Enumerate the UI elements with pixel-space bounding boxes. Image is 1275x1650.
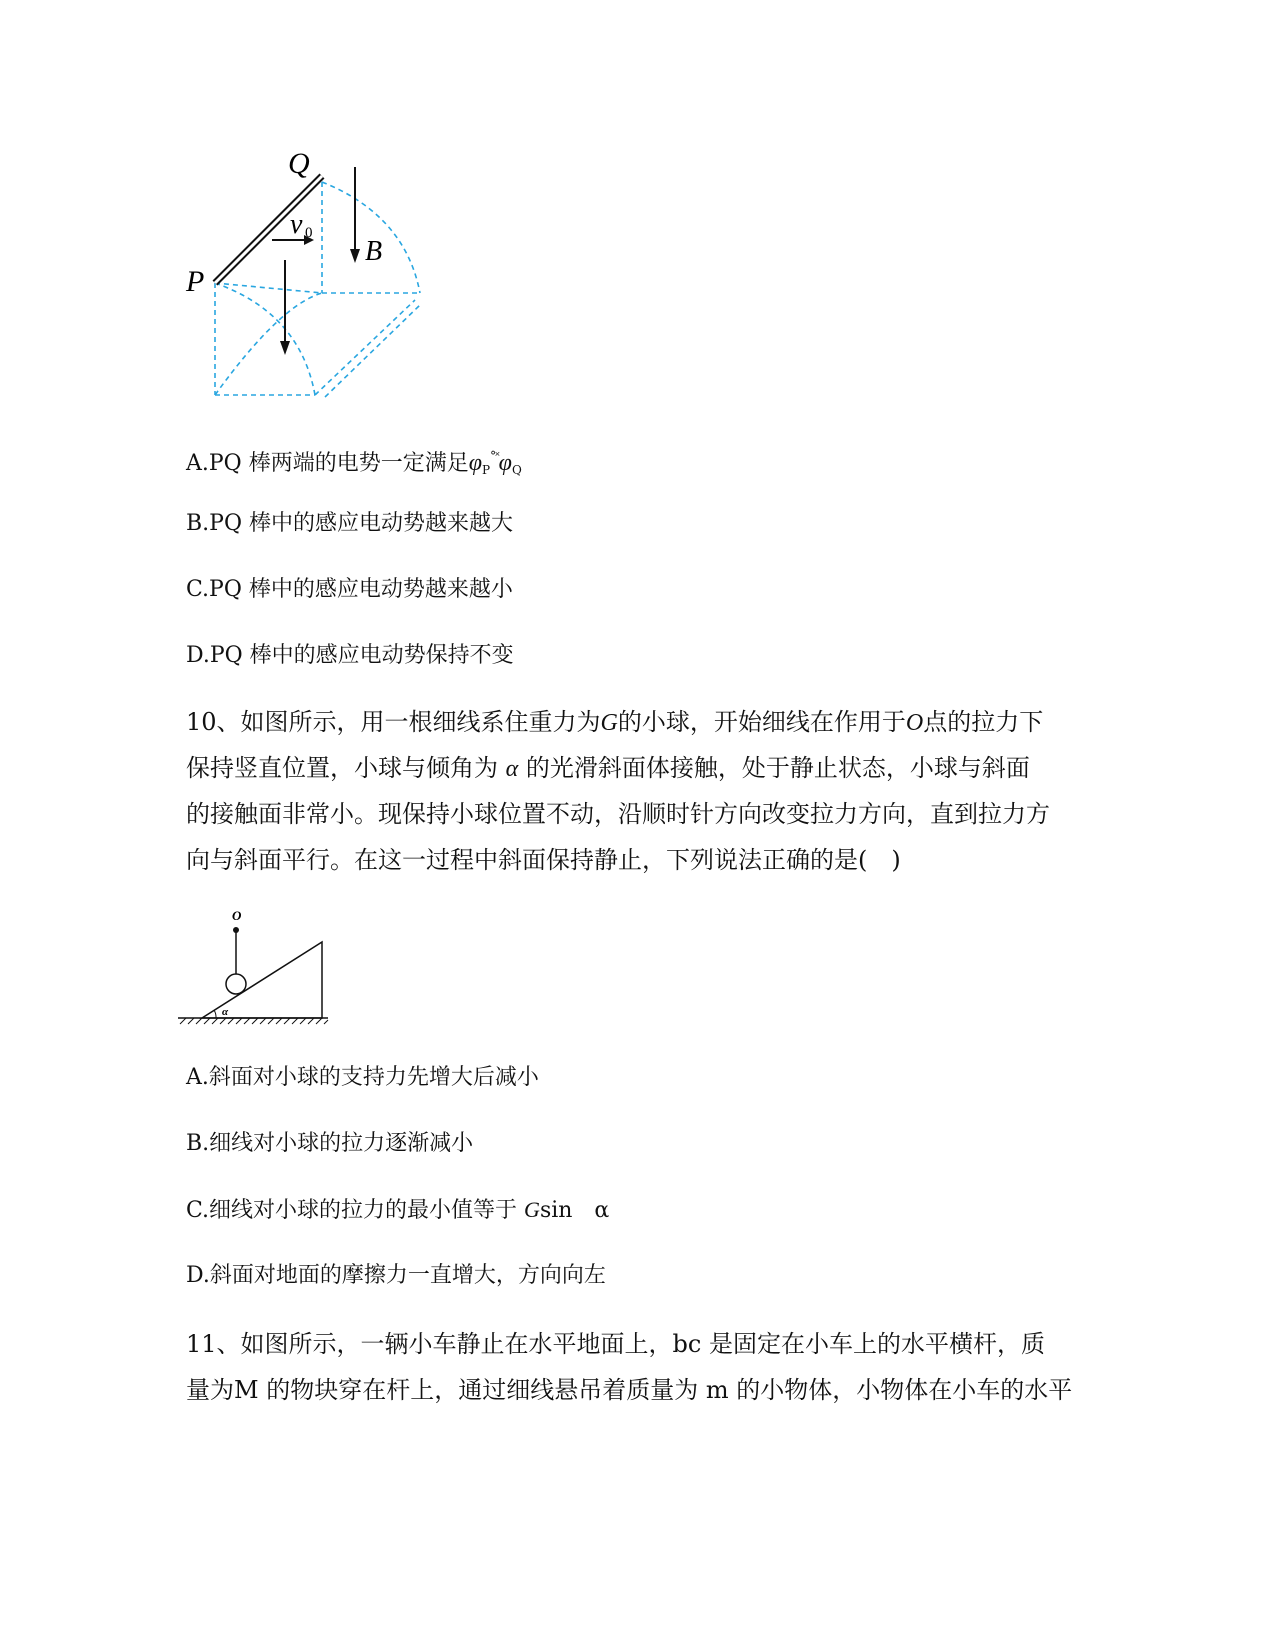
label-v: v <box>290 209 303 240</box>
q10-o: O <box>905 710 924 736</box>
option-10c <box>186 1196 609 1225</box>
option-10d: D.斜面对地面的摩擦力一直增大，方向向左 <box>186 1263 606 1288</box>
option-9b: B.PQ 棒中的感应电动势越来越大 <box>186 511 513 536</box>
option-9a-text: A.PQ 棒两端的电势一定满足 <box>186 451 469 476</box>
option-10c-g: G <box>524 1197 540 1222</box>
incline <box>202 942 322 1018</box>
question-10-line-3: 的接触面非常小。现保持小球位置不动，沿顺时针方向改变拉力方向，直到拉力方 <box>186 800 1050 828</box>
question-11-line-1: 11、如图所示，一辆小车静止在水平地面上，bc 是固定在小车上的水平横杆，质 <box>186 1330 1045 1358</box>
subscript-q: Q <box>511 463 522 477</box>
question-11-line-2: 量为M 的物块穿在杆上，通过细线悬吊着质量为 m 的小物体，小物体在小车的水平 <box>186 1376 1073 1404</box>
q10-text-1b: 的小球，开始细线在作用于 <box>617 708 906 736</box>
angle-arc <box>214 1010 216 1018</box>
label-v-subscript: 0 <box>305 225 313 241</box>
ball-incline-figure <box>176 902 336 1032</box>
option-9c: C.PQ 棒中的感应电动势越来越小 <box>186 577 513 602</box>
q10-text-1a: 10、如图所示，用一根细线系住重力为 <box>186 708 601 736</box>
label-q: Q <box>288 147 310 180</box>
q10-text-2a: 保持竖直位置，小球与倾角为 <box>186 754 498 782</box>
q10-text-1c: 点的拉力下 <box>923 708 1044 736</box>
ball <box>226 974 246 994</box>
ground-hatching <box>180 1018 328 1024</box>
phi-symbol-2: φ <box>498 450 512 476</box>
question-10-line-2 <box>186 754 1030 783</box>
question-10-line-4: 向与斜面平行。在这一过程中斜面保持静止，下列说法正确的是( ) <box>186 846 901 874</box>
label-alpha: α <box>222 1006 229 1018</box>
q10-alpha: α <box>505 756 519 782</box>
label-o: O <box>232 908 242 923</box>
option-10c-sin: sin α <box>539 1198 610 1223</box>
q10-text-2b: 的光滑斜面体接触，处于静止状态，小球与斜面 <box>525 754 1030 782</box>
label-p: P <box>186 265 205 298</box>
field-arrow-left-head <box>280 341 290 355</box>
option-9a <box>186 442 522 484</box>
option-10a: A.斜面对小球的支持力先增大后减小 <box>186 1065 539 1090</box>
phi-symbol: φ <box>468 450 482 476</box>
relation-symbol: °˟ <box>490 449 499 463</box>
label-b: B <box>365 236 383 267</box>
option-10c-text: C.细线对小球的拉力的最小值等于 <box>186 1198 518 1223</box>
field-arrow-right-head <box>350 249 360 263</box>
q10-g: G <box>600 710 618 736</box>
option-10b: B.细线对小球的拉力逐渐减小 <box>186 1131 474 1156</box>
field-region-dashed-outline <box>215 182 420 397</box>
question-10-line-1 <box>186 708 1043 737</box>
rod-magnetic-field-figure <box>180 145 450 415</box>
subscript-p: P <box>482 463 491 477</box>
option-9d: D.PQ 棒中的感应电动势保持不变 <box>186 643 514 668</box>
